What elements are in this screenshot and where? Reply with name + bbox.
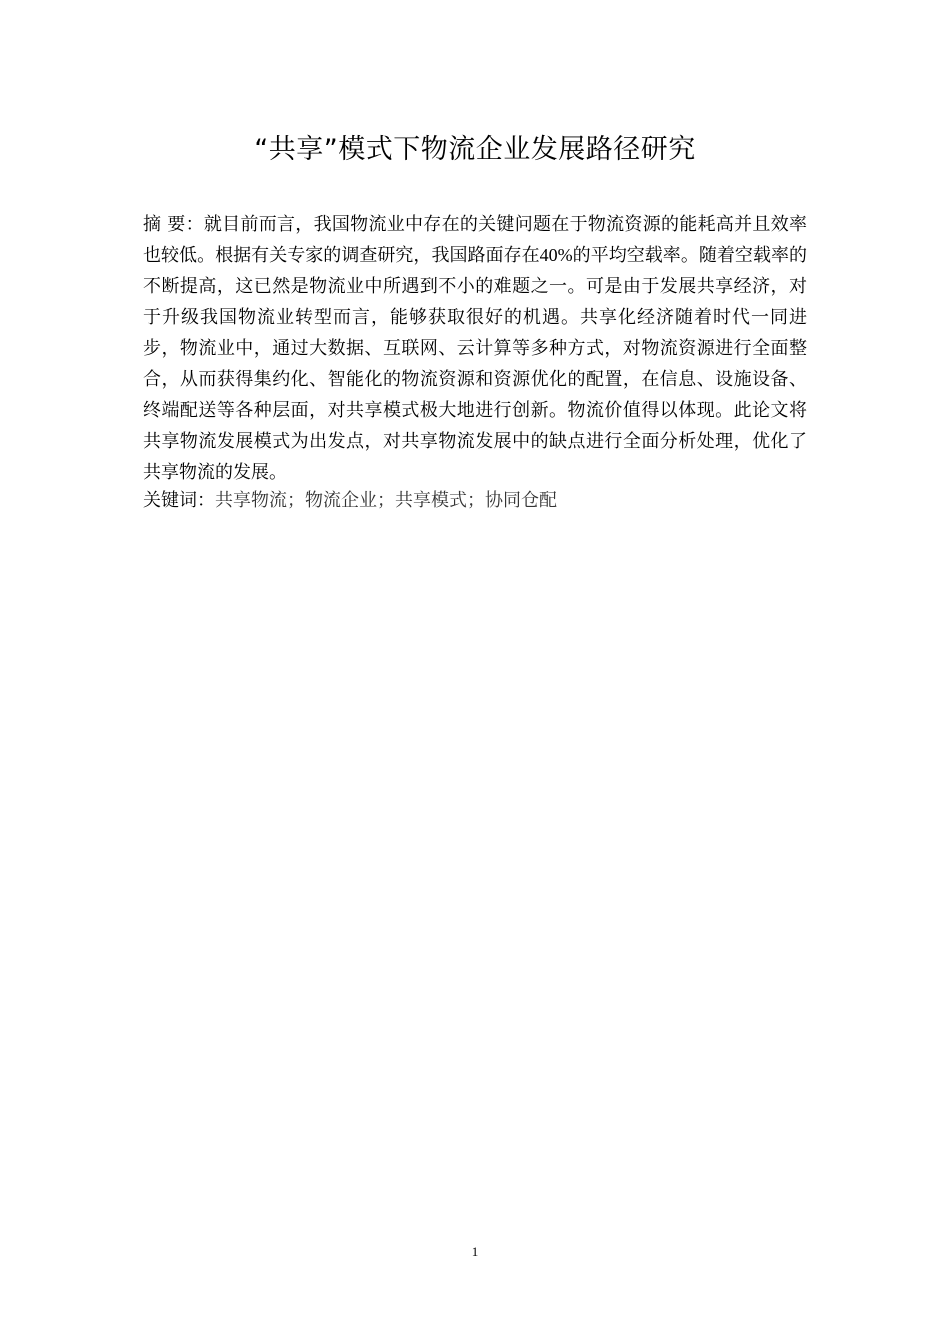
page-number: 1 [471,1244,479,1259]
document-title: “共享”模式下物流企业发展路径研究 [254,134,696,165]
abstract-text-part2: 的平均空载率。随着空载率的不断提高，这已然是物流业中所遇到不小的难题之一。可是由于发展共享经济，对于升级我国物流业转型而言，能够获取很好的机遇。共享化经济随着时代一同进步，物流业中，通过大数据、互联网、云计算等多种方式，对物流资源进行全面整合，从而获得集约化、智能化的物流资源和资源优化的配置，在信息、设施设备、终端配送等各种层面，对共享模式极大地进行创新。物流价值得以体现。此论文将共享物流发展模式为出发点，对共享物流发展中的缺点进行全面分析处理，优化了共享物流的发展。 [143,245,808,483]
abstract-percent-value: 40% [539,245,573,265]
keywords-label: 关键词： [143,490,215,511]
abstract-paragraph [143,209,807,488]
abstract-label: 摘 要： [143,214,204,235]
keywords-line [143,485,807,516]
abstract-text-part1: 就目前而言，我国物流业中存在的关键问题在于物流资源的能耗高并且效率也较低。根据有关专家的调查研究，我国路面存在 [143,214,807,266]
keywords-list: 共享物流；物流企业；共享模式；协同仓配 [215,490,557,511]
